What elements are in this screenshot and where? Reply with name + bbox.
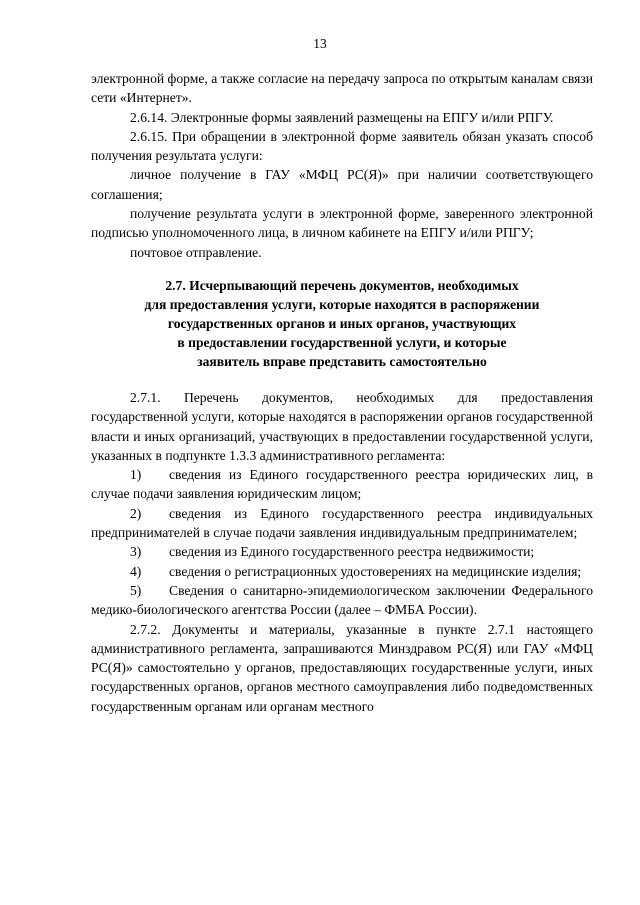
option-electronic-result: получение результата услуги в электронной форме, заверенного электронной подписью уполномоченного лица, в личном кабинете на ЕПГУ и/или РПГУ; <box>91 206 593 241</box>
option-postal: почтовое отправление. <box>130 244 262 260</box>
list-item-text: сведения из Единого государственного реестра недвижимости; <box>169 544 535 560</box>
list-item <box>91 581 593 620</box>
list-item <box>91 504 593 543</box>
list-item-number: 4) <box>130 563 142 579</box>
paragraph-2-6-15: 2.6.15. При обращении в электронной форме заявитель обязан указать способ получения результата услуги: <box>91 128 593 164</box>
list-item-text: сведения о регистрационных удостоверениях на медицинские изделия; <box>169 563 582 579</box>
document-body <box>91 69 593 716</box>
list-item-text: сведения из Единого государственного реестра юридических лиц, в случае подачи заявления юридическим лицом; <box>91 467 593 502</box>
heading-line: в предоставлении государственной услуги, и которые <box>177 334 507 350</box>
paragraph-2-7-1: 2.7.1. Перечень документов, необходимых для предоставления государственной услуги, которые находятся в распоряжении органов государственной власти и иных организаций, участвующих в предоставлении государственной услуги, указанных в подпункте 1.3.3 административного регламента: <box>91 389 593 463</box>
paragraph-continuation: электронной форме, а также согласие на передачу запроса по открытым каналам связи сети «Интернет». <box>91 71 593 106</box>
option-personal-pickup: личное получение в ГАУ «МФЦ РС(Я)» при наличии соответствующего соглашения; <box>91 167 593 202</box>
list-item <box>91 562 593 581</box>
list-item-text: Сведения о санитарно-эпидемиологическом заключении Федерального медико-биологического агентства России (далее – ФМБА России). <box>91 582 593 618</box>
list-item-number: 2) <box>130 505 142 521</box>
list-item-text: сведения из Единого государственного реестра индивидуальных предпринимателей в случае подачи заявления индивидуальным предпринимателем; <box>91 505 593 541</box>
page-number: 13 <box>313 36 327 51</box>
list-item-number: 5) <box>130 582 142 598</box>
heading-line: заявитель вправе представить самостоятельно <box>197 353 487 369</box>
list-item <box>91 542 593 561</box>
heading-line: для предоставления услуги, которые находятся в распоряжении <box>144 296 540 312</box>
paragraph-2-7-2: 2.7.2. Документы и материалы, указанные в пункте 2.7.1 настоящего административного регламента, запрашиваются Минздравом РС(Я) или ГАУ «МФЦ РС(Я)» самостоятельно у органов, предоставляющих государственные услуги, иных государственных органов, органов местного самоуправления либо подведомственных государственным органам или органам местного <box>91 621 593 714</box>
list-item <box>91 465 593 504</box>
section-heading-2-7 <box>91 276 593 371</box>
list-item-number: 1) <box>130 467 142 483</box>
paragraph-2-6-14: 2.6.14. Электронные формы заявлений размещены на ЕПГУ и/или РПГУ. <box>130 109 554 125</box>
heading-line: государственных органов и иных органов, участвующих <box>167 315 517 331</box>
list-item-number: 3) <box>130 544 142 560</box>
heading-line: 2.7. Исчерпывающий перечень документов, необходимых <box>165 277 519 293</box>
